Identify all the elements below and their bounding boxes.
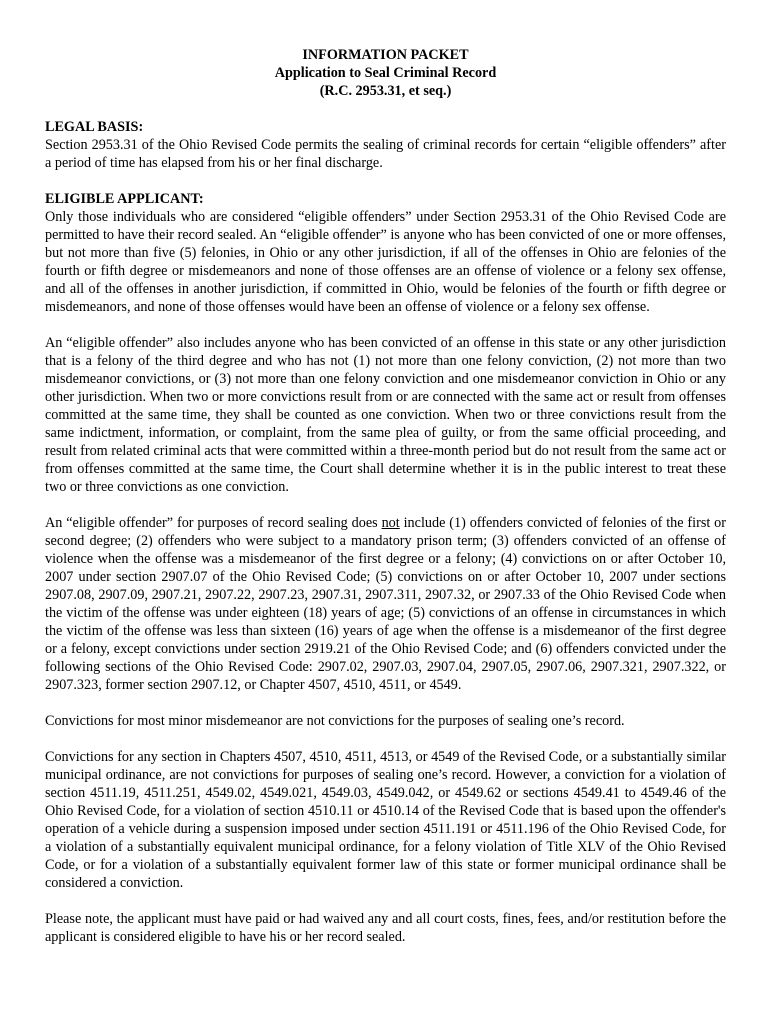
eligible-paragraph-4: Convictions for most minor misdemeanor are not convictions for the purposes of sealing one’s record.	[45, 713, 625, 729]
para3-text-before: An “eligible offender” for purposes of record sealing does	[45, 515, 382, 531]
eligible-applicant-heading: ELIGIBLE APPLICANT:	[45, 191, 204, 207]
document-citation: (R.C. 2953.31, et seq.)	[319, 83, 452, 99]
eligible-paragraph-6: Please note, the applicant must have paid or had waived any and all court costs, fines, fees, and/or restitution before the applicant is considered eligible to have his or her record sealed.	[45, 911, 726, 945]
document-title: INFORMATION PACKET	[302, 47, 469, 63]
para3-underlined-not: not	[381, 515, 400, 531]
document-subtitle: Application to Seal Criminal Record	[274, 65, 497, 81]
title-block	[45, 46, 726, 100]
legal-basis-heading: LEGAL BASIS:	[45, 119, 144, 135]
eligible-paragraph-5: Convictions for any section in Chapters 4507, 4510, 4511, 4513, or 4549 of the Revised Code, or a substantially similar municipal ordinance, are not convictions for purposes of sealing one’s record. However, a conviction for a violation of section 4511.19, 4511.251, 4549.02, 4549.021, 4549.03, 4549.042, or 4549.62 or sections 4549.41 to 4549.46 of the Ohio Revised Code, for a violation of section 4510.11 or 4510.14 of the Revised Code that is based upon the offender's operation of a vehicle during a suspension imposed under section 4511.191 or 4511.196 of the Ohio Revised Code, for a violation of a substantially equivalent municipal ordinance, for a felony violation of Title XLV of the Ohio Revised Code, or for a violation of a substantially equivalent former law of this state or former municipal ordinance shall be considered a conviction.	[45, 749, 726, 891]
para3-text-after: include (1) offenders convicted of felonies of the first or second degree; (2) offenders who were subject to a mandatory prison term; (3) offenders convicted of an offense of violence when the offense was a misdemeanor of the first degree or a felony; (4) convictions on or after October 10, 2007 under section 2907.07 of the Ohio Revised Code; (5) convictions on or after October 10, 2007 under sections 2907.08, 2907.09, 2907.21, 2907.22, 2907.23, 2907.31, 2907.311, 2907.32, or 2907.33 of the Ohio Revised Code when the victim of the offense was under eighteen (18) years of age; (5) convictions of an offense in circumstances in which the victim of the offense was less than sixteen (16) years of age when the offense is a misdemeanor of the first degree or a felony, except convictions under section 2919.21 of the Ohio Revised Code; and (6) offenders convicted under the following sections of the Ohio Revised Code: 2907.02, 2907.03, 2907.04, 2907.05, 2907.06, 2907.321, 2907.322, or 2907.323, former section 2907.12, or Chapter 4507, 4510, 4511, or 4549.	[45, 515, 727, 693]
eligible-applicant-section	[45, 190, 726, 946]
eligible-paragraph-3	[45, 514, 726, 694]
legal-basis-text: Section 2953.31 of the Ohio Revised Code permits the sealing of criminal records for certain “eligible offenders” after a period of time has elapsed from his or her final discharge.	[45, 137, 726, 171]
eligible-paragraph-1: Only those individuals who are considered “eligible offenders” under Section 2953.31 of the Ohio Revised Code are permitted to have their record sealed. An “eligible offender” is anyone who has been convicted of one or more offenses, but not more than five (5) felonies, in Ohio or any other jurisdiction, if all of the offenses in Ohio are felonies of the fourth or fifth degree or misdemeanors and none of those offenses are an offense of violence or a felony sex offense, and all of the offenses in another jurisdiction, if committed in Ohio, would be felonies of the fourth or fifth degree or misdemeanors, and none of those offenses would have been an offense of violence or a felony sex offense.	[45, 209, 726, 315]
eligible-paragraph-2: An “eligible offender” also includes anyone who has been convicted of an offense in this state or any other jurisdiction that is a felony of the third degree and who has not (1) not more than one felony conviction, (2) not more than two misdemeanor convictions, or (3) not more than one felony conviction and one misdemeanor conviction in Ohio or any other jurisdiction. When two or more convictions result from or are connected with the same act or result from offenses committed at the same time, they shall be counted as one conviction. When two or three convictions result from the same indictment, information, or complaint, from the same plea of guilty, or from the same official proceeding, and result from related criminal acts that were committed within a three-month period but do not result from the same act or from offenses committed at the same time, the Court shall determine whether it is in the public interest to treat these two or three convictions as one conviction.	[45, 335, 726, 495]
legal-basis-section	[45, 118, 726, 172]
